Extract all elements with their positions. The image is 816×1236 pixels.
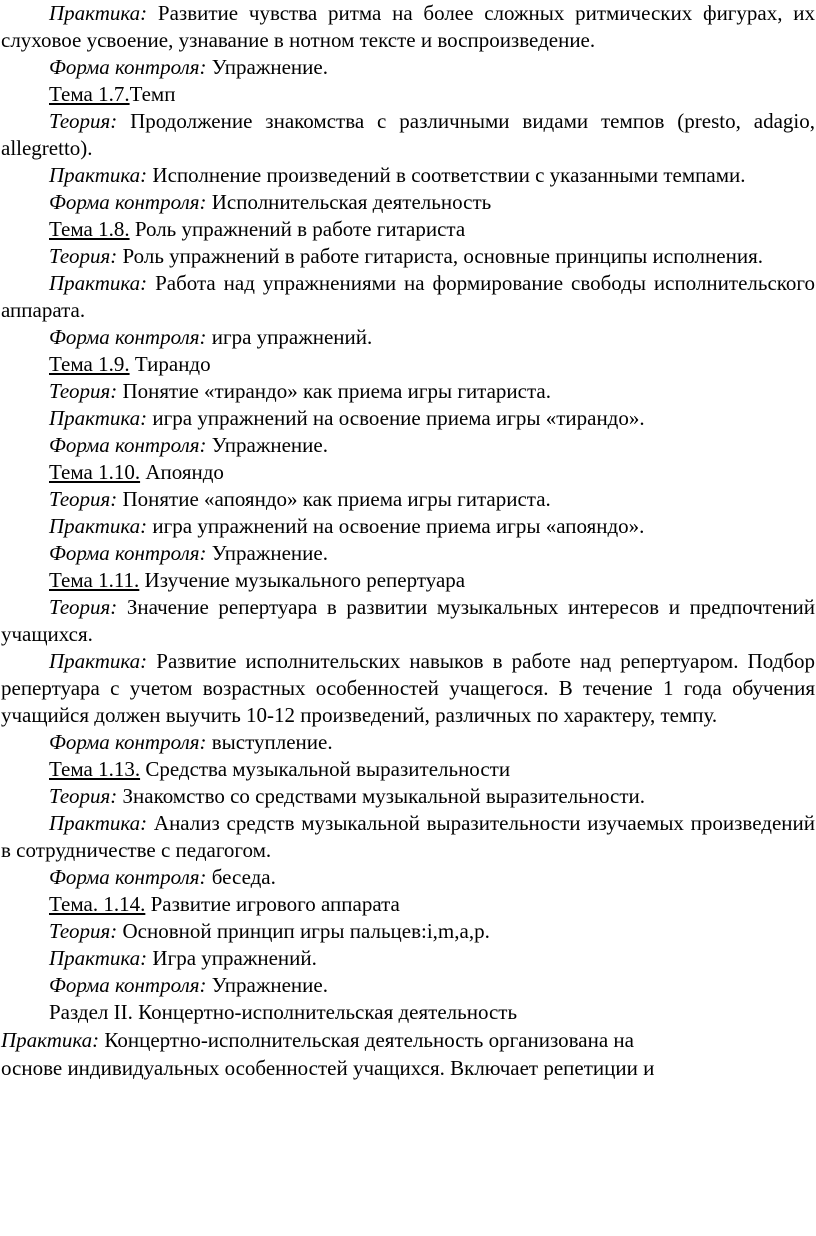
paragraph-text: Знакомство со средствами музыкальной выразительности. [117,784,646,808]
paragraph [1,162,815,189]
topic-number: Тема 1.8. [49,217,130,241]
paragraph-label: Теория: [49,919,118,943]
paragraph-label: Практика: [49,811,148,835]
paragraph-text: Роль упражнений в работе гитариста, основные принципы исполнения. [117,244,763,268]
paragraph [1,54,815,81]
paragraph [1,783,815,810]
paragraph [1,189,815,216]
paragraph [1,945,815,972]
paragraph [1,405,815,432]
topic-heading [1,567,815,594]
paragraph-text: Роль упражнений в работе гитариста [129,217,466,241]
paragraph [1,864,815,891]
topic-heading [1,81,815,108]
paragraph [1,324,815,351]
paragraph [1,243,815,270]
paragraph-text: беседа. [206,865,276,889]
paragraph-text: Развитие исполнительских навыков в работе над репертуаром. Подбор репертуара с учетом возрастных особенностей учащегося. В течение 1 года обучения учащийся должен выучить 10-12 произведений, различных по характеру, темпу. [1,649,815,727]
paragraph-text: Анализ средств музыкальной выразительности изучаемых произведений в сотрудничестве с педагогом. [1,811,815,862]
topic-number: Тема 1.13. [49,757,141,781]
paragraph-label: Теория: [49,379,118,403]
paragraph [1,513,815,540]
paragraph-text: Упражнение. [206,973,328,997]
paragraph-text: Основной принцип игры пальцев:i,m,a,p. [117,919,490,943]
paragraph [1,972,815,999]
paragraph-text: Понятие «апояндо» как приема игры гитариста. [117,487,551,511]
paragraph-text: Темп [129,82,176,106]
section-heading: Раздел II. Концертно-исполнительская деятельность [49,1000,518,1024]
paragraph [1,0,815,54]
topic-number: Тема 1.10. [49,460,141,484]
paragraph-label: Форма контроля: [49,325,207,349]
paragraph-text: Понятие «тирандо» как приема игры гитариста. [117,379,551,403]
topic-heading [1,216,815,243]
paragraph-label: Форма контроля: [49,190,207,214]
paragraph [1,594,815,648]
paragraph-label: Форма контроля: [49,433,207,457]
paragraph [1,270,815,324]
paragraph-label: Практика: [49,946,148,970]
paragraph [1,810,815,864]
topic-heading [1,459,815,486]
paragraph-label: Практика: [49,1,148,25]
topic-heading [1,351,815,378]
paragraph-label: Теория: [49,109,118,133]
paragraph [1,540,815,567]
paragraph-text: Упражнение. [206,541,328,565]
paragraph-label: Теория: [49,487,118,511]
paragraph-text: Средства музыкальной выразительности [140,757,511,781]
paragraph-text: выступление. [206,730,333,754]
topic-number: Тема 1.11. [49,568,140,592]
topic-heading [1,891,815,918]
paragraph-text: Упражнение. [206,433,328,457]
paragraph-label: Теория: [49,244,118,268]
paragraph [1,918,815,945]
paragraph [1,378,815,405]
paragraph-text: Работа над упражнениями на формирование свободы исполнительского аппарата. [1,271,815,322]
paragraph-label: Форма контроля: [49,730,207,754]
paragraph-text: Исполнение произведений в соответствии с указанными темпами. [147,163,746,187]
paragraph-text-line1: Концертно-исполнительская деятельность организована на [99,1028,634,1052]
paragraph-text: игра упражнений на освоение приема игры «апояндо». [147,514,645,538]
paragraph-list [1,0,815,999]
paragraph-text: Изучение музыкального репертуара [139,568,466,592]
paragraph-label: Практика: [49,163,148,187]
paragraph [1,108,815,162]
paragraph-text: Упражнение. [206,55,328,79]
paragraph-label: Форма контроля: [49,973,207,997]
paragraph-label: Форма контроля: [49,55,207,79]
paragraph-text: Апояндо [140,460,224,484]
topic-number: Тема 1.7. [49,82,130,106]
paragraph-label: Форма контроля: [49,865,207,889]
paragraph [1,648,815,729]
paragraph-label: Практика: [49,406,148,430]
paragraph-text: Развитие чувства ритма на более сложных ритмических фигурах, их слуховое усвоение, узнавание в нотном тексте и воспроизведение. [1,1,815,52]
paragraph-label: Практика: [49,271,148,295]
paragraph-text: Развитие игрового аппарата [145,892,400,916]
paragraph-label: Практика: [1,1028,100,1052]
paragraph-label: Практика: [49,649,148,673]
paragraph-text: Исполнительская деятельность [206,190,492,214]
paragraph [1,432,815,459]
final-paragraph [1,1026,815,1082]
paragraph-label: Теория: [49,784,118,808]
paragraph-text: Игра упражнений. [147,946,317,970]
paragraph [1,729,815,756]
topic-number: Тема. 1.14. [49,892,146,916]
topic-heading [1,756,815,783]
paragraph-text-line2: основе индивидуальных особенностей учащихся. Включает репетиции и [1,1056,655,1080]
paragraph-text: Значение репертуара в развитии музыкальных интересов и предпочтений учащихся. [1,595,815,646]
paragraph-text: игра упражнений. [206,325,373,349]
paragraph-label: Теория: [49,595,118,619]
paragraph [1,486,815,513]
paragraph-text: Продолжение знакомства с различными видами темпов (presto, adagio, allegretto). [1,109,815,160]
paragraph-text: игра упражнений на освоение приема игры «тирандо». [147,406,645,430]
paragraph-text: Тирандо [129,352,211,376]
paragraph-label: Практика: [49,514,148,538]
paragraph-label: Форма контроля: [49,541,207,565]
topic-number: Тема 1.9. [49,352,130,376]
